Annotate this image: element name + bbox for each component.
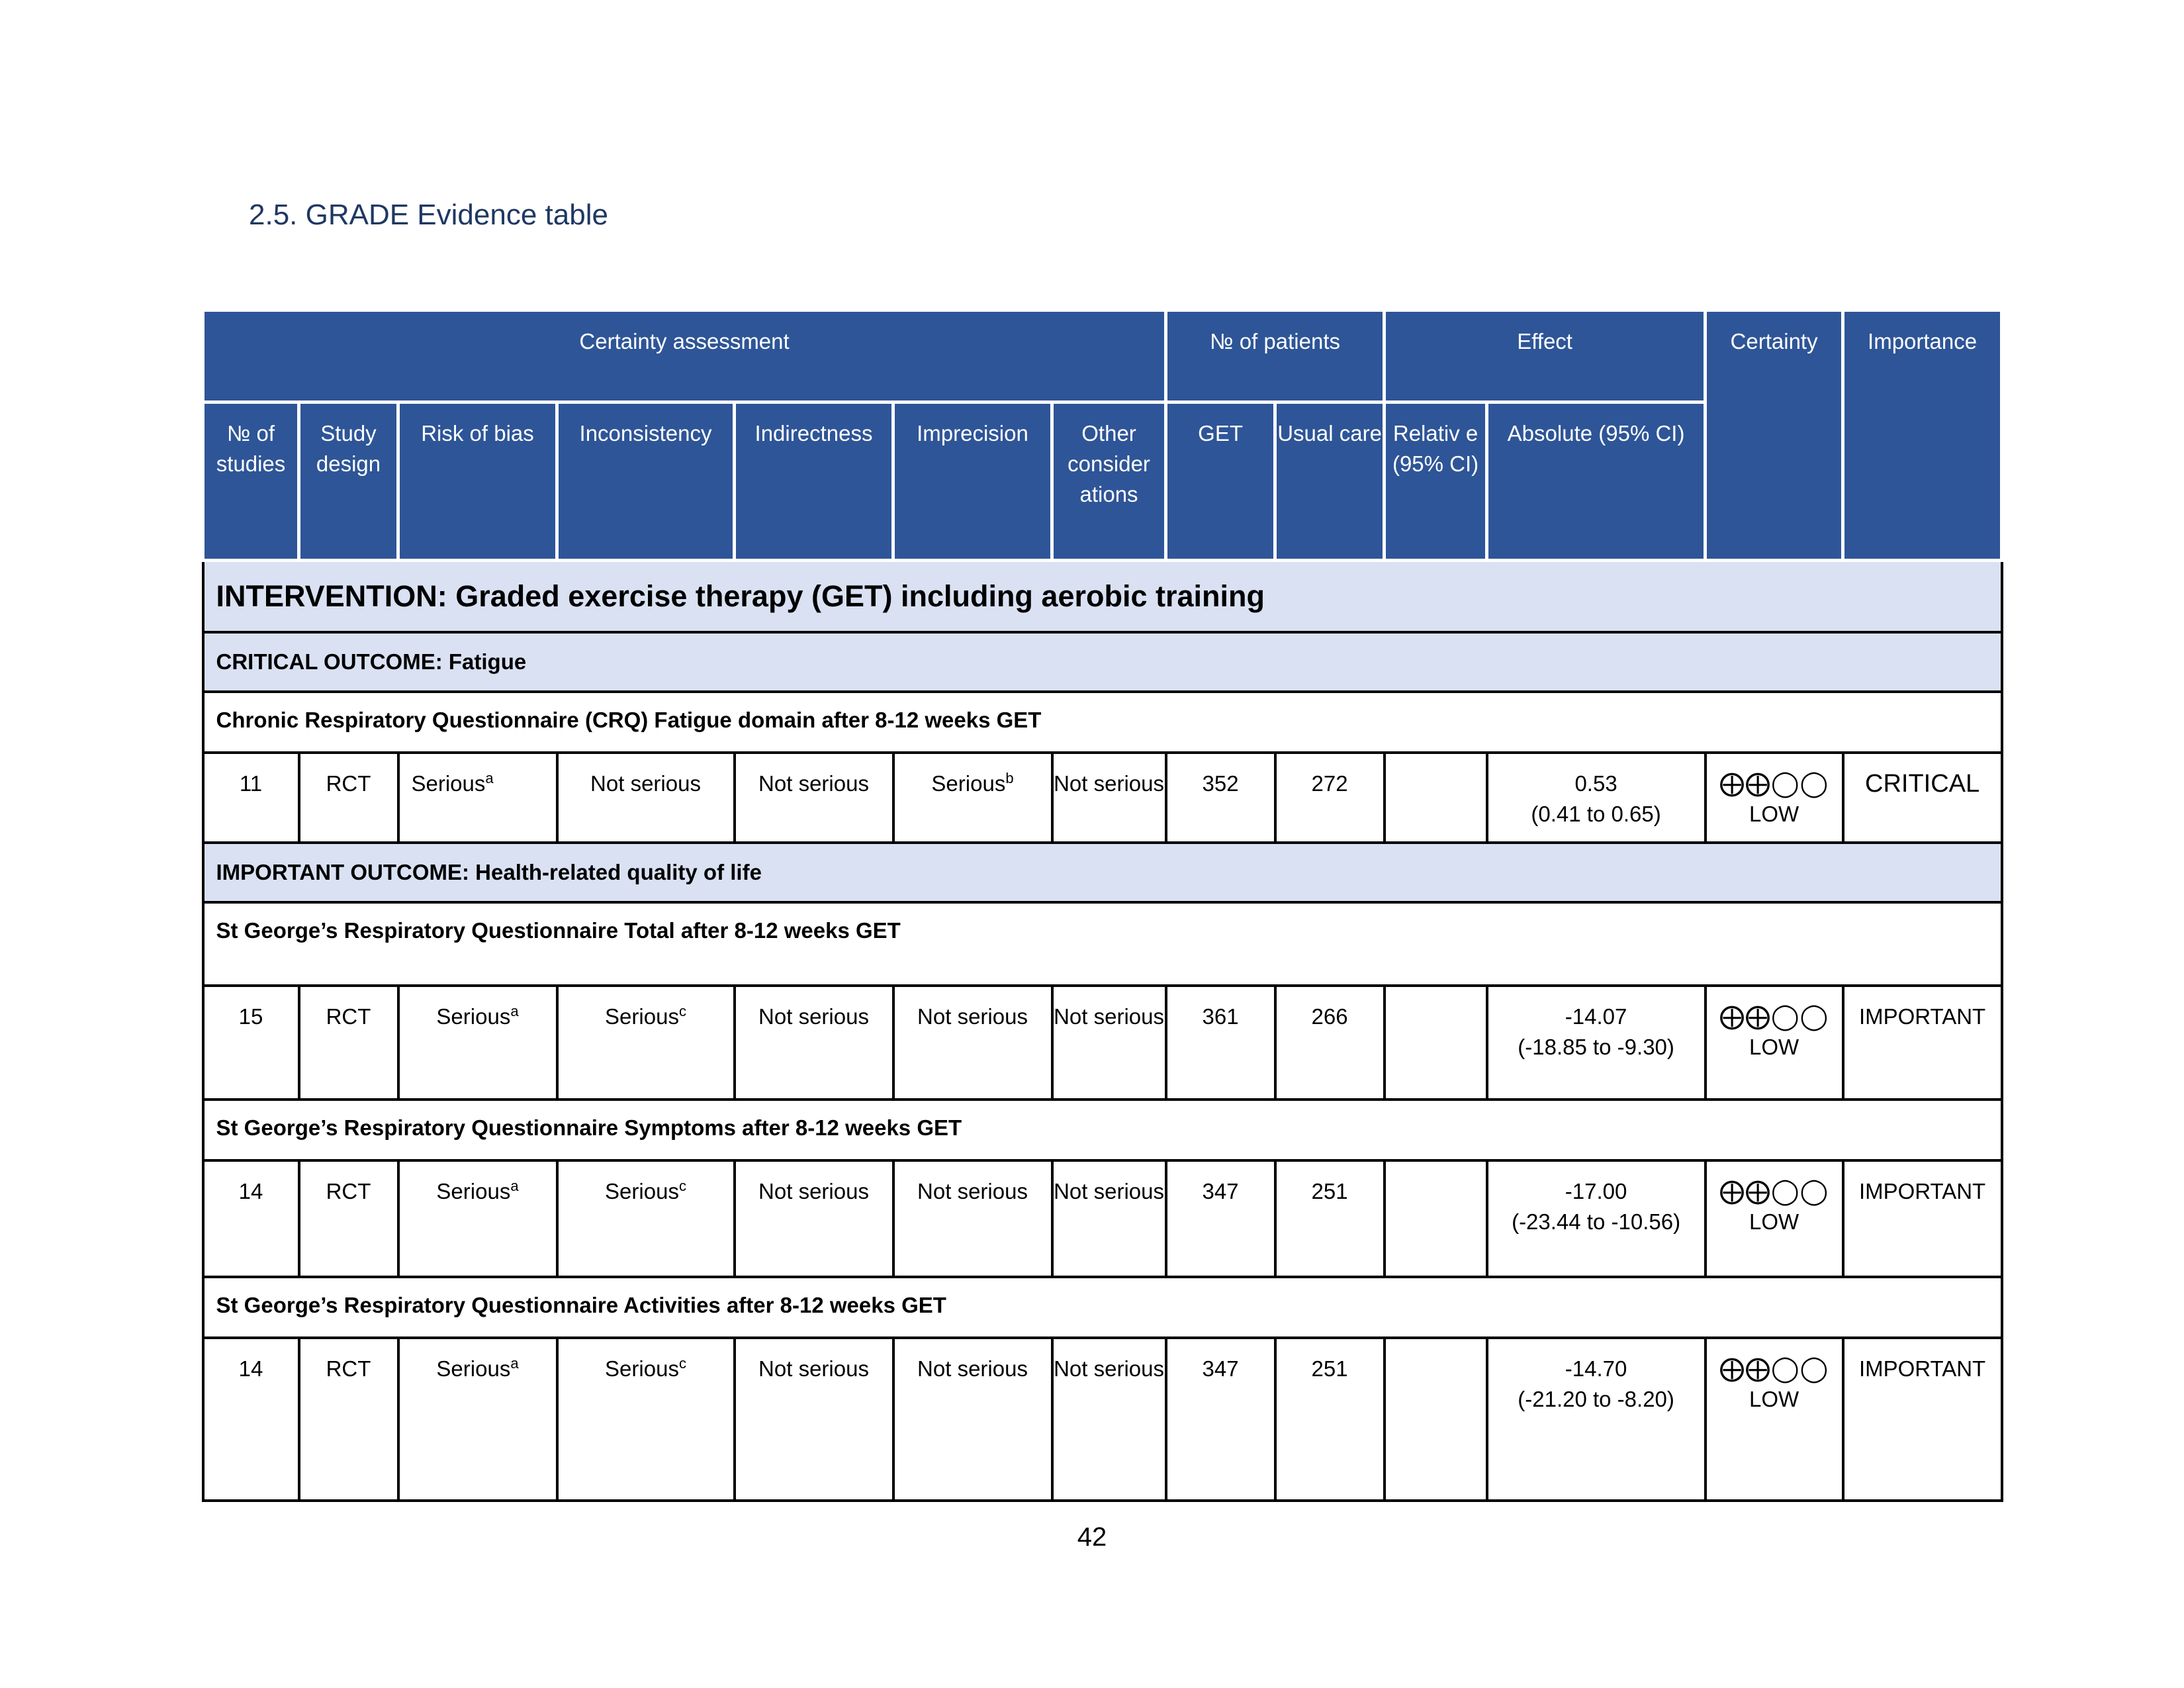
cell-design: RCT (299, 1338, 398, 1501)
header-importance: Importance (1843, 310, 2002, 561)
table-row (203, 1160, 2002, 1277)
cell-certainty: ⨁⨁◯◯ LOW (1706, 986, 1843, 1100)
cell-get: 347 (1166, 1338, 1275, 1501)
intervention-row (203, 561, 2002, 633)
cell-imprecision: Serious$^b$ (893, 753, 1052, 843)
certainty-symbols: ⨁⨁◯◯ (1719, 770, 1829, 798)
cell-studies: 14 (203, 1338, 299, 1501)
header-risk-of-bias: Risk of bias (398, 402, 557, 561)
certainty-symbols: ⨁⨁◯◯ (1719, 1178, 1829, 1205)
cell-inconsistency: Serious$^c$ (557, 986, 735, 1100)
page-number: 42 (1077, 1523, 1107, 1552)
cell-usual-care: 266 (1275, 986, 1385, 1100)
table-row (203, 1338, 2002, 1501)
header-indirectness: Indirectness (735, 402, 893, 561)
header-other-considerations: Other consider ations (1052, 402, 1166, 561)
header-certainty-assessment: Certainty assessment (203, 310, 1166, 402)
grade-evidence-table (201, 308, 2003, 1502)
cell-usual-care: 272 (1275, 753, 1385, 843)
outcome-row-important (203, 843, 2002, 902)
header-effect: Effect (1385, 310, 1706, 402)
cell-get: 352 (1166, 753, 1275, 843)
cell-absolute: -14.07 (-18.85 to -9.30) (1487, 986, 1706, 1100)
cell-imprecision: Not serious (893, 1338, 1052, 1501)
cell-studies: 14 (203, 1160, 299, 1277)
cell-importance: IMPORTANT (1843, 1338, 2002, 1501)
header-imprecision: Imprecision (893, 402, 1052, 561)
cell-relative (1385, 753, 1487, 843)
header-get: GET (1166, 402, 1275, 561)
cell-inconsistency: Serious$^c$ (557, 1160, 735, 1277)
header-row-groups (203, 310, 2002, 402)
cell-indirectness: Not serious (735, 1338, 893, 1501)
measure-row (203, 692, 2002, 753)
header-relative: Relativ e (95% CI) (1385, 402, 1487, 561)
measure-row (203, 1100, 2002, 1160)
cell-design: RCT (299, 1160, 398, 1277)
header-absolute: Absolute (95% CI) (1487, 402, 1706, 561)
cell-indirectness: Not serious (735, 1160, 893, 1277)
cell-relative (1385, 986, 1487, 1100)
cell-importance: CRITICAL (1843, 753, 2002, 843)
cell-certainty: ⨁⨁◯◯ LOW (1706, 1338, 1843, 1501)
cell-design: RCT (299, 986, 398, 1100)
table-row (203, 753, 2002, 843)
certainty-symbols: ⨁⨁◯◯ (1719, 1003, 1829, 1031)
cell-get: 361 (1166, 986, 1275, 1100)
header-study-design: Study design (299, 402, 398, 561)
measure-row (203, 902, 2002, 986)
cell-studies: 15 (203, 986, 299, 1100)
header-certainty: Certainty (1706, 310, 1843, 561)
measure-label: St George’s Respiratory Questionnaire Total after 8-12 weeks GET (203, 902, 2002, 986)
cell-relative (1385, 1160, 1487, 1277)
cell-imprecision: Not serious (893, 1160, 1052, 1277)
measure-label: St George’s Respiratory Questionnaire Activities after 8-12 weeks GET (203, 1277, 2002, 1338)
header-inconsistency: Inconsistency (557, 402, 735, 561)
cell-bias: Serious$^a$ (398, 1160, 557, 1277)
cell-bias: Serious$^a$ (398, 986, 557, 1100)
cell-other: Not serious (1052, 986, 1166, 1100)
cell-other: Not serious (1052, 1338, 1166, 1501)
cell-get: 347 (1166, 1160, 1275, 1277)
section-title: 2.5. GRADE Evidence table (249, 199, 608, 231)
header-num-studies: № of studies (203, 402, 299, 561)
measure-label: Chronic Respiratory Questionnaire (CRQ) Fatigue domain after 8-12 weeks GET (203, 692, 2002, 753)
cell-usual-care: 251 (1275, 1160, 1385, 1277)
cell-importance: IMPORTANT (1843, 986, 2002, 1100)
header-num-patients: № of patients (1166, 310, 1385, 402)
cell-usual-care: 251 (1275, 1338, 1385, 1501)
cell-design: RCT (299, 753, 398, 843)
cell-bias: Serious$^a$ (398, 753, 557, 843)
cell-absolute: 0.53 (0.41 to 0.65) (1487, 753, 1706, 843)
cell-other: Not serious (1052, 753, 1166, 843)
measure-row (203, 1277, 2002, 1338)
cell-inconsistency: Serious$^c$ (557, 1338, 735, 1501)
outcome-critical-label: CRITICAL OUTCOME: Fatigue (203, 632, 2002, 692)
intervention-label: INTERVENTION: Graded exercise therapy (GET) including aerobic training (203, 561, 2002, 633)
cell-indirectness: Not serious (735, 753, 893, 843)
measure-label: St George’s Respiratory Questionnaire Symptoms after 8-12 weeks GET (203, 1100, 2002, 1160)
cell-imprecision: Not serious (893, 986, 1052, 1100)
outcome-row-critical (203, 632, 2002, 692)
certainty-symbols: ⨁⨁◯◯ (1719, 1355, 1829, 1383)
cell-certainty: ⨁⨁◯◯ LOW (1706, 1160, 1843, 1277)
cell-studies: 11 (203, 753, 299, 843)
cell-indirectness: Not serious (735, 986, 893, 1100)
cell-relative (1385, 1338, 1487, 1501)
cell-absolute: -14.70 (-21.20 to -8.20) (1487, 1338, 1706, 1501)
cell-bias: Serious$^a$ (398, 1338, 557, 1501)
header-usual-care: Usual care (1275, 402, 1385, 561)
cell-absolute: -17.00 (-23.44 to -10.56) (1487, 1160, 1706, 1277)
cell-certainty: ⨁⨁◯◯ LOW (1706, 753, 1843, 843)
cell-inconsistency: Not serious (557, 753, 735, 843)
cell-other: Not serious (1052, 1160, 1166, 1277)
outcome-important-label: IMPORTANT OUTCOME: Health-related quality of life (203, 843, 2002, 902)
cell-importance: IMPORTANT (1843, 1160, 2002, 1277)
table-row (203, 986, 2002, 1100)
